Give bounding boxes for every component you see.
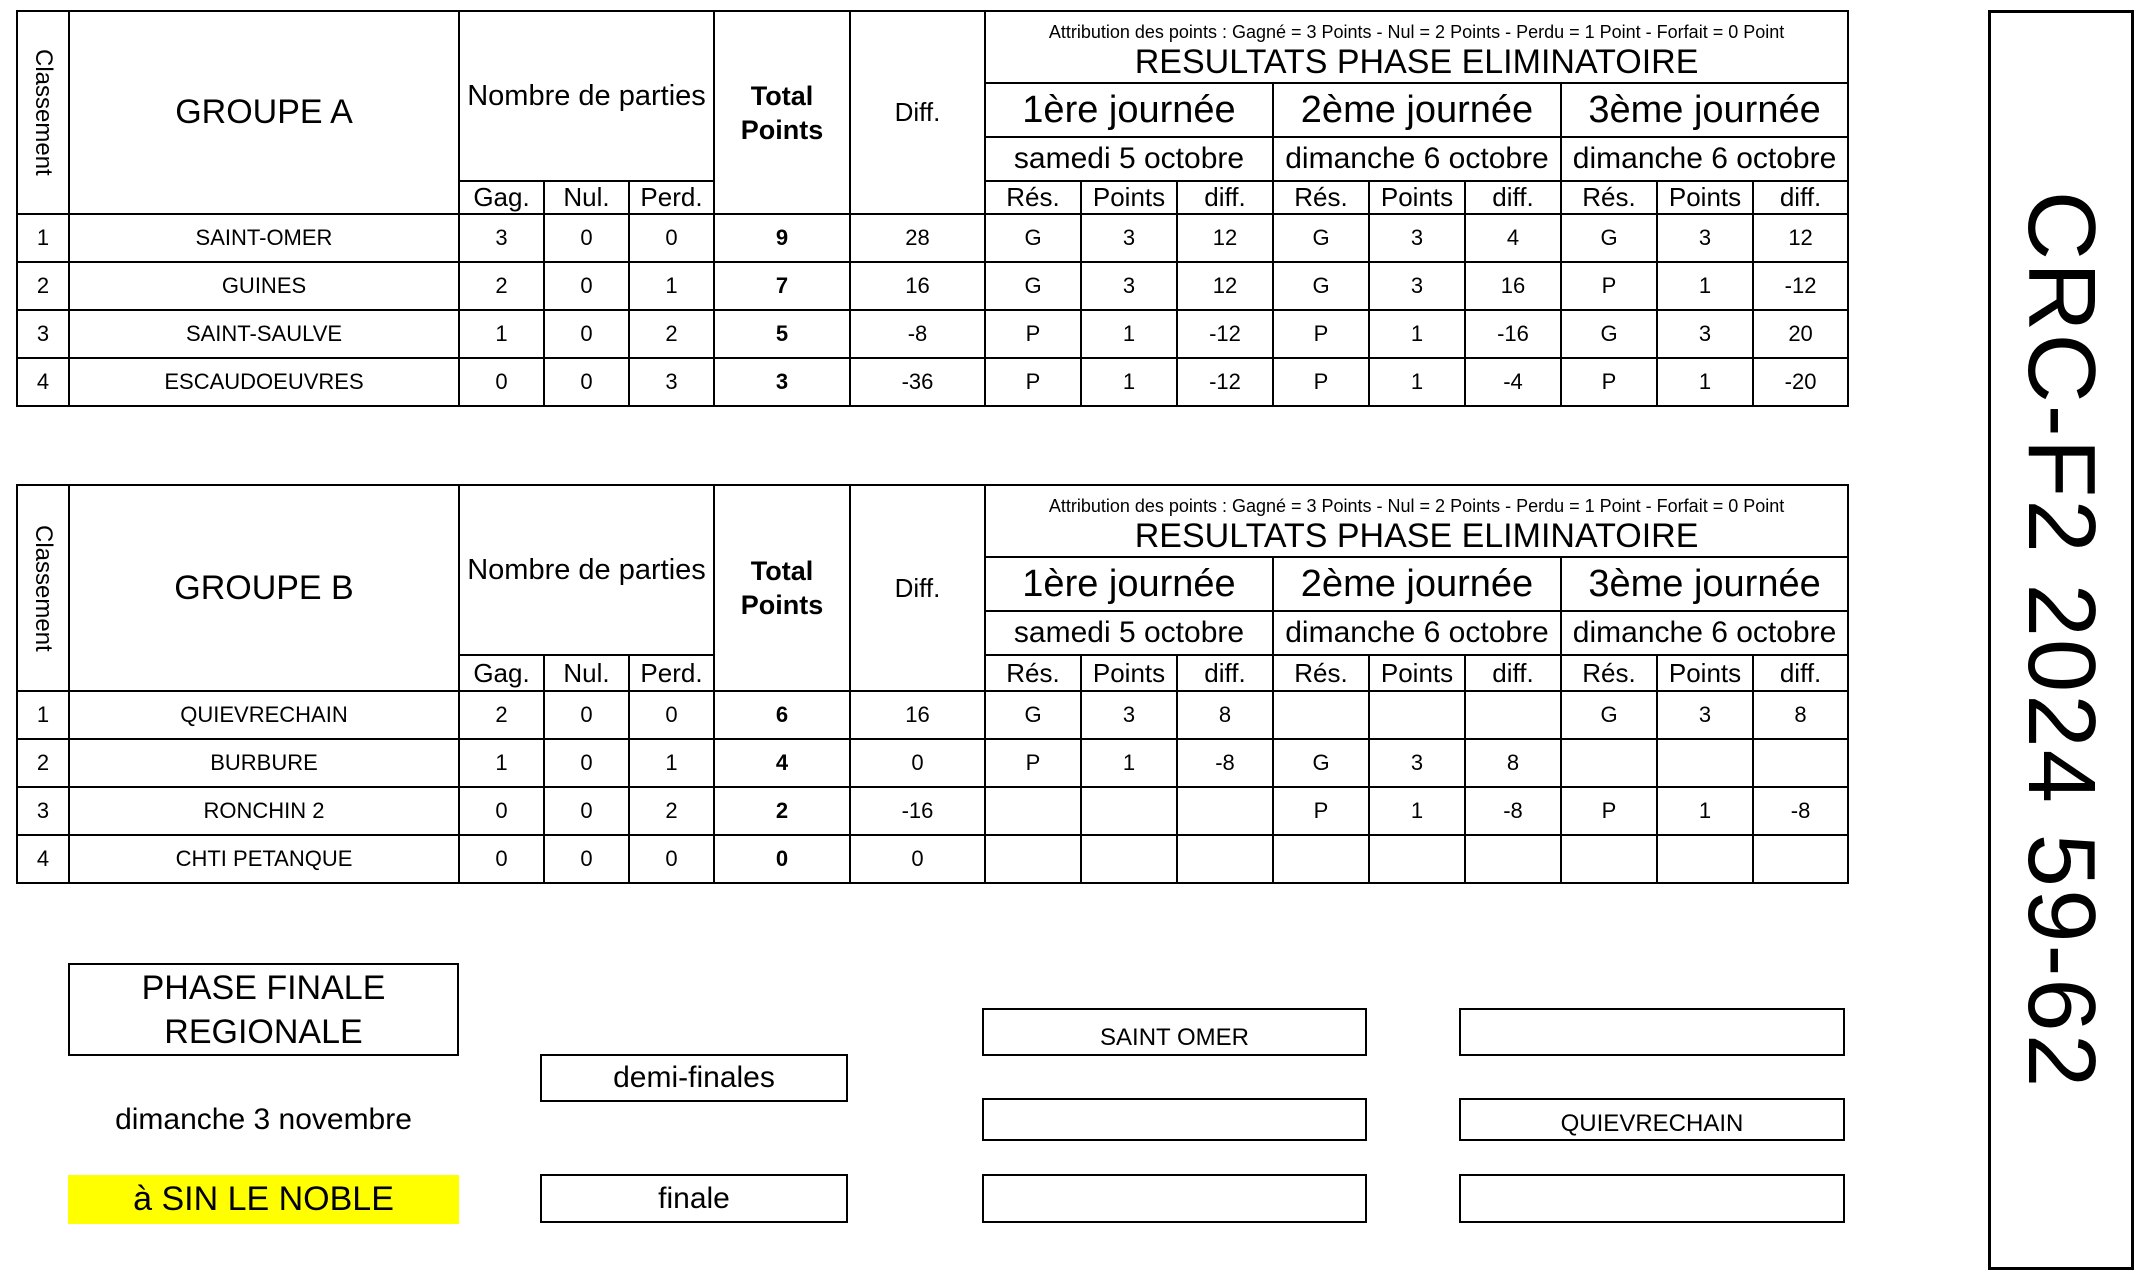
diff-value: -36	[850, 358, 985, 406]
j1-pts	[1081, 835, 1177, 883]
side-label: CRC-F2 2024 59-62	[2008, 190, 2115, 1090]
bracket-semi2-bottom-team: QUIEVRECHAIN	[1560, 1110, 1744, 1137]
j1-res: G	[985, 214, 1081, 262]
j2-diff: -8	[1465, 787, 1561, 835]
j2-pts: 3	[1369, 214, 1465, 262]
perd-value: 2	[629, 787, 714, 835]
journee-2-label: 2ème journée	[1273, 83, 1561, 137]
parties-header: Nombre de parties	[459, 11, 714, 181]
table-row	[17, 835, 1848, 883]
j1-res: P	[985, 358, 1081, 406]
j2-diff: 8	[1465, 739, 1561, 787]
j3-res: G	[1561, 310, 1657, 358]
j1-res	[985, 787, 1081, 835]
bracket-semi1-bottom	[982, 1098, 1367, 1141]
phase-title: RESULTATS PHASE ELIMINATOIRE	[985, 517, 1848, 557]
j3-res: G	[1561, 691, 1657, 739]
rank: 4	[17, 358, 69, 406]
j3-res: G	[1561, 214, 1657, 262]
j2-pts: 3	[1369, 262, 1465, 310]
journee-1-date: samedi 5 octobre	[985, 611, 1273, 655]
j1-pts: 3	[1081, 214, 1177, 262]
journee-3-label: 3ème journée	[1561, 557, 1848, 611]
journee-3-date: dimanche 6 octobre	[1561, 611, 1848, 655]
semi-finals-label: demi-finales	[613, 1061, 775, 1094]
j3-pts: 1	[1657, 358, 1753, 406]
group-a-table	[16, 10, 1849, 407]
diff-value: 16	[850, 691, 985, 739]
j2-res	[1273, 691, 1369, 739]
rank: 4	[17, 835, 69, 883]
j2-diff: 4	[1465, 214, 1561, 262]
j1-diff: -12	[1177, 358, 1273, 406]
res-header: Rés.	[1561, 655, 1657, 691]
gag-value: 0	[459, 835, 544, 883]
table-row	[17, 691, 1848, 739]
j3-res: P	[1561, 262, 1657, 310]
points-header: Points	[1657, 181, 1753, 214]
j1-diff: 8	[1177, 691, 1273, 739]
j1-pts: 1	[1081, 358, 1177, 406]
j1-diff	[1177, 787, 1273, 835]
jdiff-header: diff.	[1177, 655, 1273, 691]
team-name: RONCHIN 2	[69, 787, 459, 835]
j1-pts: 3	[1081, 262, 1177, 310]
nul-value: 0	[544, 787, 629, 835]
diff-value: 0	[850, 739, 985, 787]
points-attribution: Attribution des points : Gagné = 3 Points - Nul = 2 Points - Perdu = 1 Point - Forfait = 0 Point	[985, 11, 1848, 43]
j3-pts: 3	[1657, 691, 1753, 739]
j3-res: P	[1561, 358, 1657, 406]
j2-pts	[1369, 835, 1465, 883]
j3-diff	[1753, 739, 1848, 787]
finale-location-text: à SIN LE NOBLE	[133, 1180, 394, 1218]
bracket-semi2-bottom	[1459, 1098, 1845, 1141]
rank-header: Classement	[17, 11, 69, 214]
perd-value: 1	[629, 262, 714, 310]
gag-header: Gag.	[459, 181, 544, 214]
gag-value: 2	[459, 262, 544, 310]
j2-res: P	[1273, 310, 1369, 358]
total-points-header: Total Points	[714, 11, 850, 214]
final-label: finale	[658, 1181, 730, 1215]
res-header: Rés.	[1561, 181, 1657, 214]
points-header: Points	[1369, 655, 1465, 691]
total-value: 4	[714, 739, 850, 787]
j3-pts: 1	[1657, 262, 1753, 310]
perd-value: 0	[629, 214, 714, 262]
gag-value: 1	[459, 310, 544, 358]
gag-value: 3	[459, 214, 544, 262]
j3-diff: 20	[1753, 310, 1848, 358]
j3-pts	[1657, 739, 1753, 787]
j3-pts: 3	[1657, 310, 1753, 358]
total-value: 0	[714, 835, 850, 883]
jdiff-header: diff.	[1465, 181, 1561, 214]
j1-pts: 3	[1081, 691, 1177, 739]
j1-pts	[1081, 787, 1177, 835]
points-attribution: Attribution des points : Gagné = 3 Points - Nul = 2 Points - Perdu = 1 Point - Forfait = 0 Point	[985, 485, 1848, 517]
diff-header: Diff.	[850, 485, 985, 691]
points-header: Points	[1657, 655, 1753, 691]
perd-header: Perd.	[629, 181, 714, 214]
nul-value: 0	[544, 835, 629, 883]
team-name: SAINT-SAULVE	[69, 310, 459, 358]
journee-2-date: dimanche 6 octobre	[1273, 611, 1561, 655]
finale-location	[68, 1175, 459, 1224]
team-name: SAINT-OMER	[69, 214, 459, 262]
res-header: Rés.	[1273, 655, 1369, 691]
gag-value: 2	[459, 691, 544, 739]
jdiff-header: diff.	[1753, 181, 1848, 214]
diff-value: 0	[850, 835, 985, 883]
j3-diff: -12	[1753, 262, 1848, 310]
table-row	[17, 262, 1848, 310]
j3-res	[1561, 835, 1657, 883]
j3-diff: -8	[1753, 787, 1848, 835]
group-name: GROUPE A	[69, 11, 459, 214]
perd-value: 0	[629, 691, 714, 739]
nul-value: 0	[544, 691, 629, 739]
j3-diff: 12	[1753, 214, 1848, 262]
total-value: 6	[714, 691, 850, 739]
perd-value: 3	[629, 358, 714, 406]
j2-diff: 16	[1465, 262, 1561, 310]
j2-res: G	[1273, 739, 1369, 787]
j1-res: P	[985, 739, 1081, 787]
res-header: Rés.	[985, 181, 1081, 214]
j2-pts: 1	[1369, 310, 1465, 358]
points-header: Points	[1369, 181, 1465, 214]
table-row	[17, 310, 1848, 358]
rank: 2	[17, 262, 69, 310]
j2-pts: 1	[1369, 358, 1465, 406]
rank: 2	[17, 739, 69, 787]
jdiff-header: diff.	[1177, 181, 1273, 214]
j3-pts	[1657, 835, 1753, 883]
j2-pts: 1	[1369, 787, 1465, 835]
total-value: 7	[714, 262, 850, 310]
j1-diff: 12	[1177, 214, 1273, 262]
rank: 3	[17, 310, 69, 358]
group-name: GROUPE B	[69, 485, 459, 691]
jdiff-header: diff.	[1753, 655, 1848, 691]
total-value: 5	[714, 310, 850, 358]
rank: 1	[17, 691, 69, 739]
nul-value: 0	[544, 262, 629, 310]
journee-1-date: samedi 5 octobre	[985, 137, 1273, 181]
j1-res: G	[985, 262, 1081, 310]
perd-value: 0	[629, 835, 714, 883]
total-value: 2	[714, 787, 850, 835]
j2-res: G	[1273, 214, 1369, 262]
rank: 1	[17, 214, 69, 262]
j2-pts: 3	[1369, 739, 1465, 787]
bracket-semi1-top	[982, 1008, 1367, 1056]
finale-title-box	[68, 963, 459, 1056]
bracket-final-right	[1459, 1174, 1845, 1223]
nul-header: Nul.	[544, 655, 629, 691]
perd-value: 1	[629, 739, 714, 787]
gag-value: 0	[459, 787, 544, 835]
j1-pts: 1	[1081, 739, 1177, 787]
jdiff-header: diff.	[1465, 655, 1561, 691]
j1-diff	[1177, 835, 1273, 883]
j1-res: P	[985, 310, 1081, 358]
table-row	[17, 214, 1848, 262]
j3-diff: 8	[1753, 691, 1848, 739]
journee-2-date: dimanche 6 octobre	[1273, 137, 1561, 181]
semi-finals-label-box	[540, 1054, 848, 1102]
nul-header: Nul.	[544, 181, 629, 214]
team-name: QUIEVRECHAIN	[69, 691, 459, 739]
team-name: ESCAUDOEUVRES	[69, 358, 459, 406]
table-row	[17, 358, 1848, 406]
j2-res: G	[1273, 262, 1369, 310]
j2-diff: -4	[1465, 358, 1561, 406]
journee-2-label: 2ème journée	[1273, 557, 1561, 611]
bracket-final-left	[982, 1174, 1367, 1223]
j2-res: P	[1273, 358, 1369, 406]
phase-title: RESULTATS PHASE ELIMINATOIRE	[985, 43, 1848, 83]
perd-value: 2	[629, 310, 714, 358]
total-points-header: Total Points	[714, 485, 850, 691]
nul-value: 0	[544, 739, 629, 787]
j1-pts: 1	[1081, 310, 1177, 358]
finale-title: PHASE FINALE REGIONALE	[141, 968, 386, 1051]
j1-res	[985, 835, 1081, 883]
rank: 3	[17, 787, 69, 835]
perd-header: Perd.	[629, 655, 714, 691]
final-label-box	[540, 1174, 848, 1223]
j3-pts: 3	[1657, 214, 1753, 262]
diff-value: 28	[850, 214, 985, 262]
j3-diff	[1753, 835, 1848, 883]
team-name: GUINES	[69, 262, 459, 310]
diff-value: -8	[850, 310, 985, 358]
rank-header: Classement	[17, 485, 69, 691]
j1-res: G	[985, 691, 1081, 739]
j1-diff: -8	[1177, 739, 1273, 787]
total-value: 9	[714, 214, 850, 262]
finale-date: dimanche 3 novembre	[115, 1103, 412, 1136]
j2-diff	[1465, 691, 1561, 739]
j3-pts: 1	[1657, 787, 1753, 835]
res-header: Rés.	[1273, 181, 1369, 214]
bracket-semi1-top-team: SAINT OMER	[1100, 1024, 1249, 1051]
table-row	[17, 787, 1848, 835]
j2-res: P	[1273, 787, 1369, 835]
j3-res	[1561, 739, 1657, 787]
journee-1-label: 1ère journée	[985, 557, 1273, 611]
journee-3-date: dimanche 6 octobre	[1561, 137, 1848, 181]
points-header: Points	[1081, 655, 1177, 691]
diff-header: Diff.	[850, 11, 985, 214]
side-label-box	[1988, 10, 2134, 1270]
parties-header: Nombre de parties	[459, 485, 714, 655]
journee-3-label: 3ème journée	[1561, 83, 1848, 137]
group-b-table	[16, 484, 1849, 884]
j3-res: P	[1561, 787, 1657, 835]
total-value: 3	[714, 358, 850, 406]
nul-value: 0	[544, 358, 629, 406]
j2-pts	[1369, 691, 1465, 739]
points-header: Points	[1081, 181, 1177, 214]
team-name: BURBURE	[69, 739, 459, 787]
gag-value: 1	[459, 739, 544, 787]
j2-diff	[1465, 835, 1561, 883]
j2-diff: -16	[1465, 310, 1561, 358]
gag-value: 0	[459, 358, 544, 406]
diff-value: 16	[850, 262, 985, 310]
gag-header: Gag.	[459, 655, 544, 691]
j1-diff: -12	[1177, 310, 1273, 358]
bracket-semi2-top	[1459, 1008, 1845, 1056]
table-row	[17, 739, 1848, 787]
j3-diff: -20	[1753, 358, 1848, 406]
j2-res	[1273, 835, 1369, 883]
journee-1-label: 1ère journée	[985, 83, 1273, 137]
nul-value: 0	[544, 214, 629, 262]
team-name: CHTI PETANQUE	[69, 835, 459, 883]
diff-value: -16	[850, 787, 985, 835]
j1-diff: 12	[1177, 262, 1273, 310]
nul-value: 0	[544, 310, 629, 358]
res-header: Rés.	[985, 655, 1081, 691]
